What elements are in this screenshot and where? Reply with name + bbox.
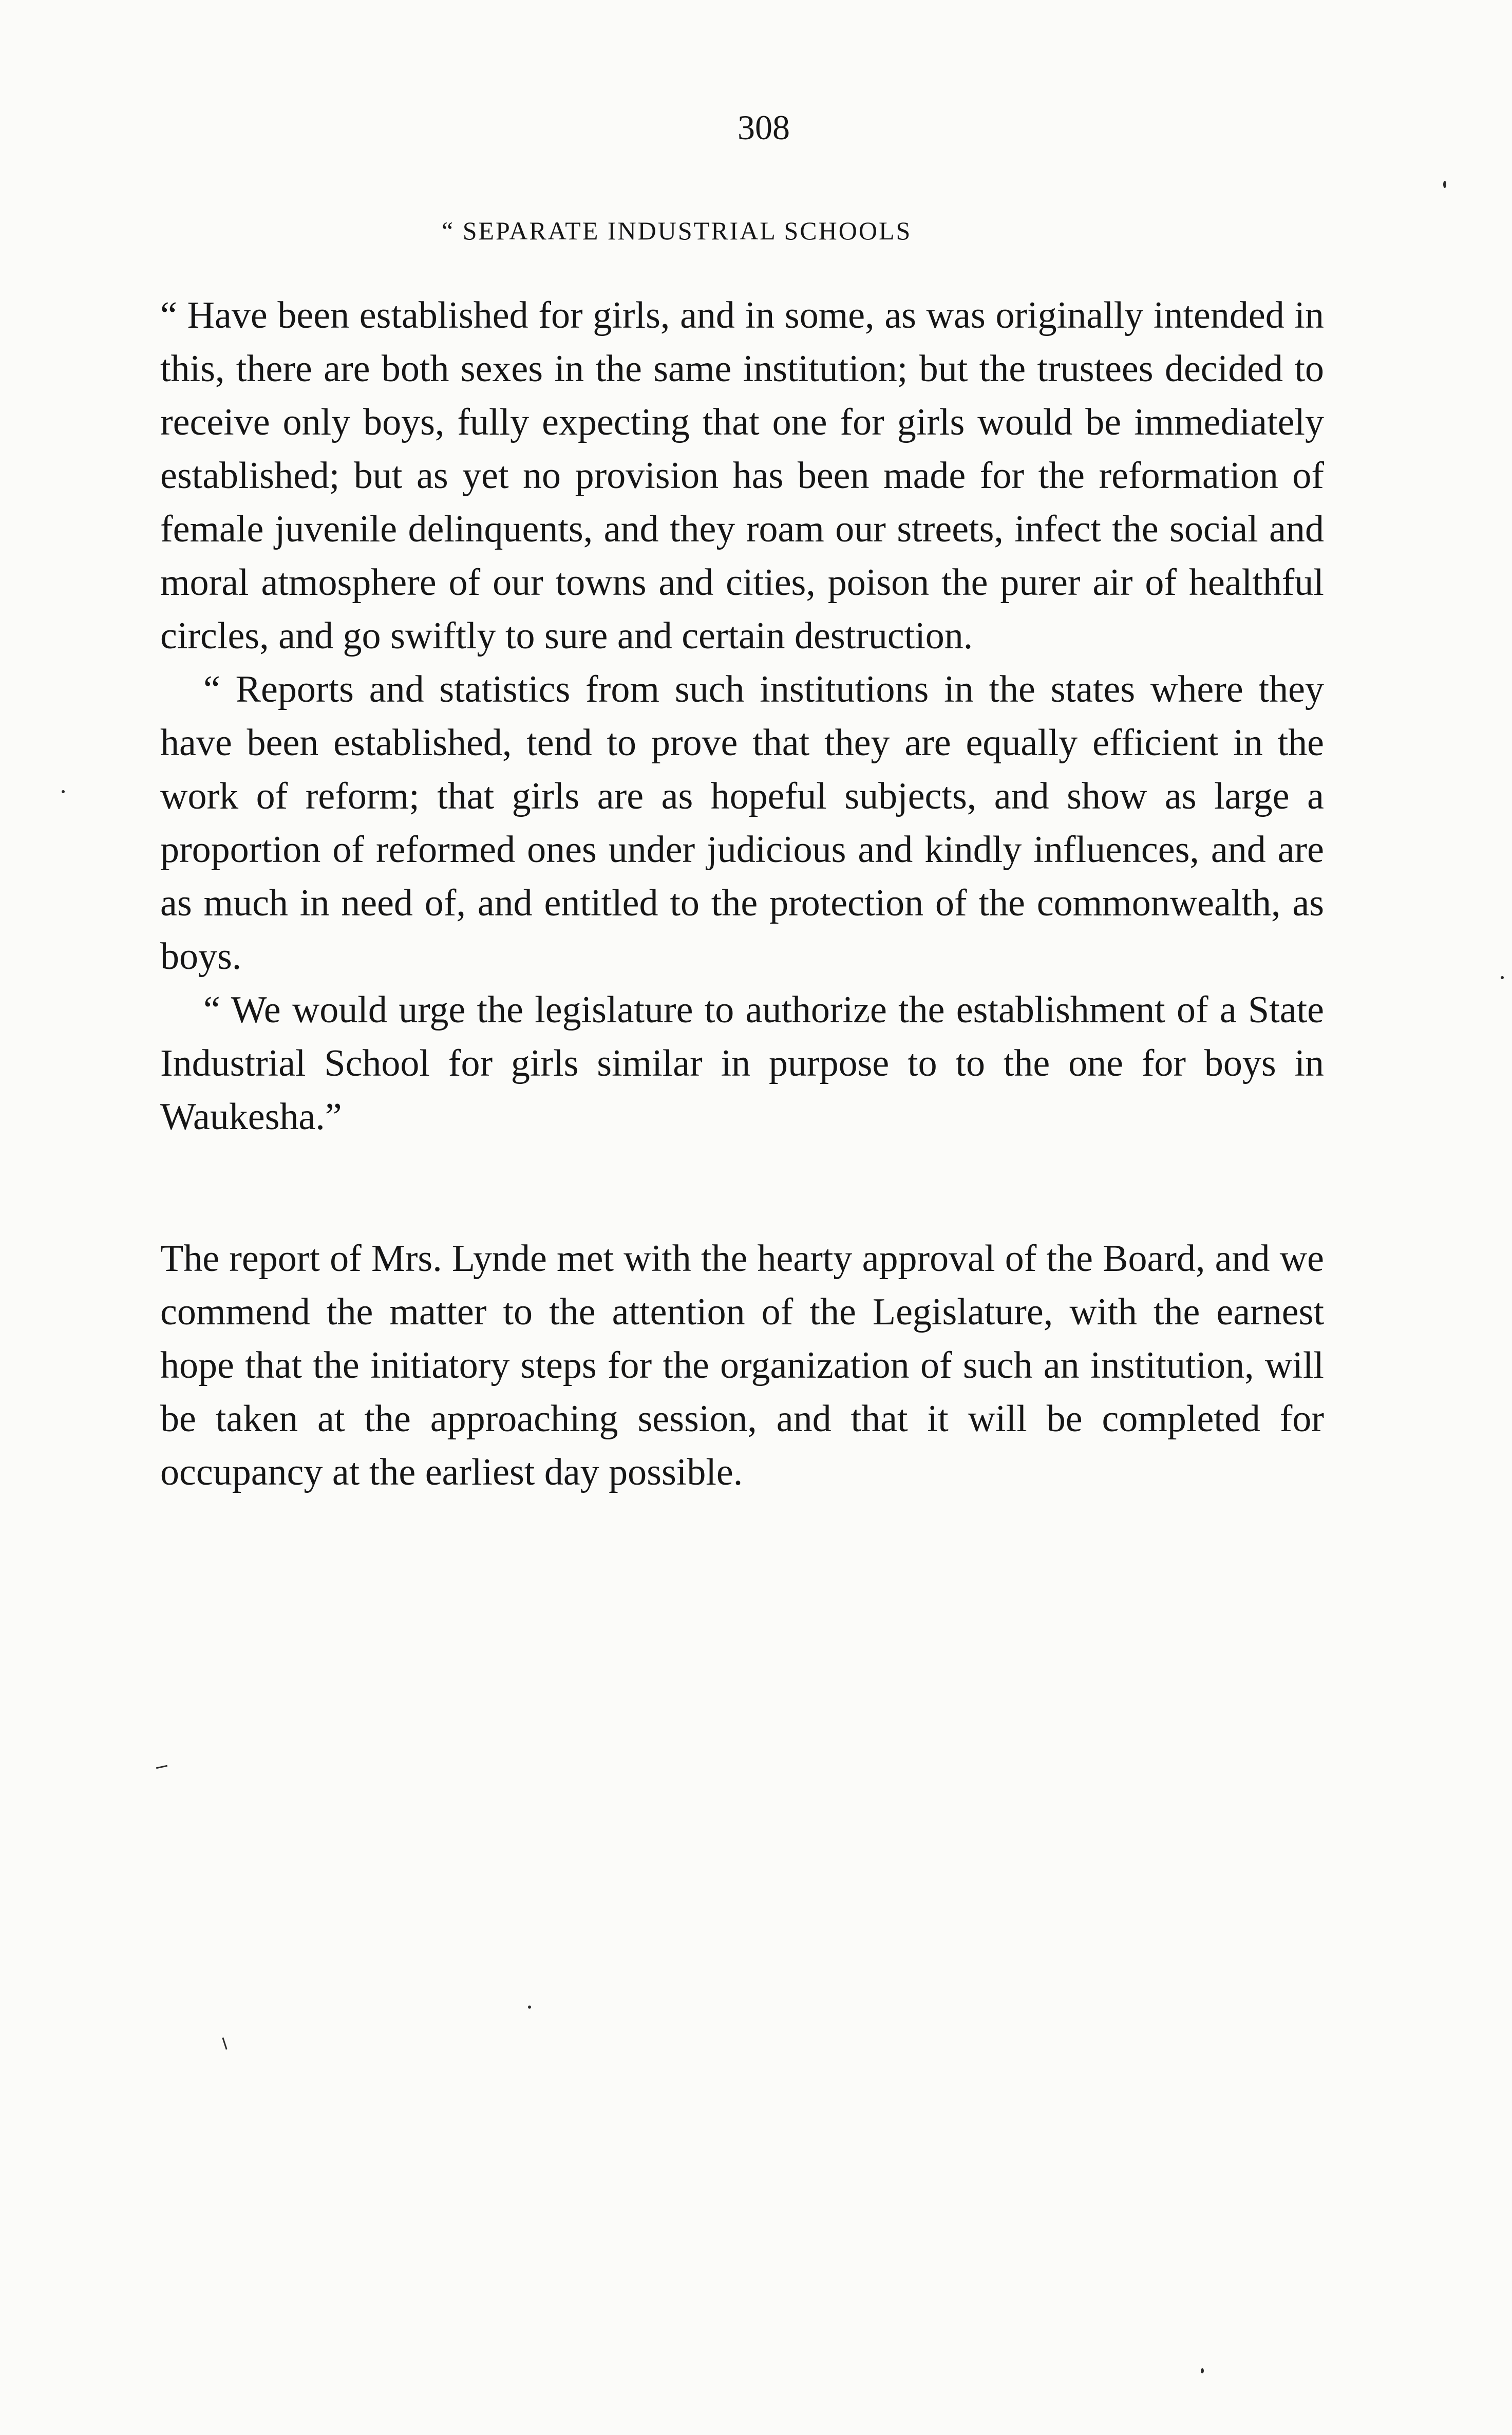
scan-speck	[222, 2037, 227, 2050]
scan-speck	[1501, 976, 1504, 979]
scan-speck	[1443, 181, 1446, 188]
page-number: 308	[738, 108, 790, 147]
board-commentary	[160, 1232, 1324, 1499]
scan-speck	[1201, 2368, 1204, 2373]
section-heading: “ SEPARATE INDUSTRIAL SCHOOLS	[442, 216, 912, 245]
quote-paragraph-1: “ Have been established for girls, and in some, as was originally intended in this, there are both sexes in the same institution; but the trustees decided to receive only boys, fully expecting that one for girls would be immediately established; but as yet no provision has been made for the reformation of female juvenile delinquents, and they roam our streets, infect the social and moral atmosphere of our towns and cities, poison the purer air of healthful circles, and go swiftly to sure and certain destruction.	[160, 294, 1324, 657]
scan-speck	[62, 790, 65, 793]
quoted-report	[160, 289, 1324, 1144]
scan-speck	[528, 2006, 531, 2009]
quote-paragraph-3: “ We would urge the legislature to authorize the establishment of a State Industrial School for girls similar in purpose to to the one for boys in Waukesha.”	[160, 989, 1324, 1138]
closing-paragraph: The report of Mrs. Lynde met with the hearty approval of the Board, and we commend the matter to the attention of the Legislature, with the earnest hope that the initiatory steps for the organization of such an institution, will be taken at the approaching session, and that it will be completed for occupancy at the earliest day possible.	[160, 1238, 1324, 1493]
quote-paragraph-2: “ Reports and statistics from such institutions in the states where they have been established, tend to prove that they are equally efficient in the work of reform; that girls are as hopeful subjects, and show as large a proportion of reformed ones under judicious and kindly influences, and are as much in need of, and entitled to the protection of the commonwealth, as boys.	[160, 668, 1324, 978]
scan-speck	[156, 1765, 167, 1769]
